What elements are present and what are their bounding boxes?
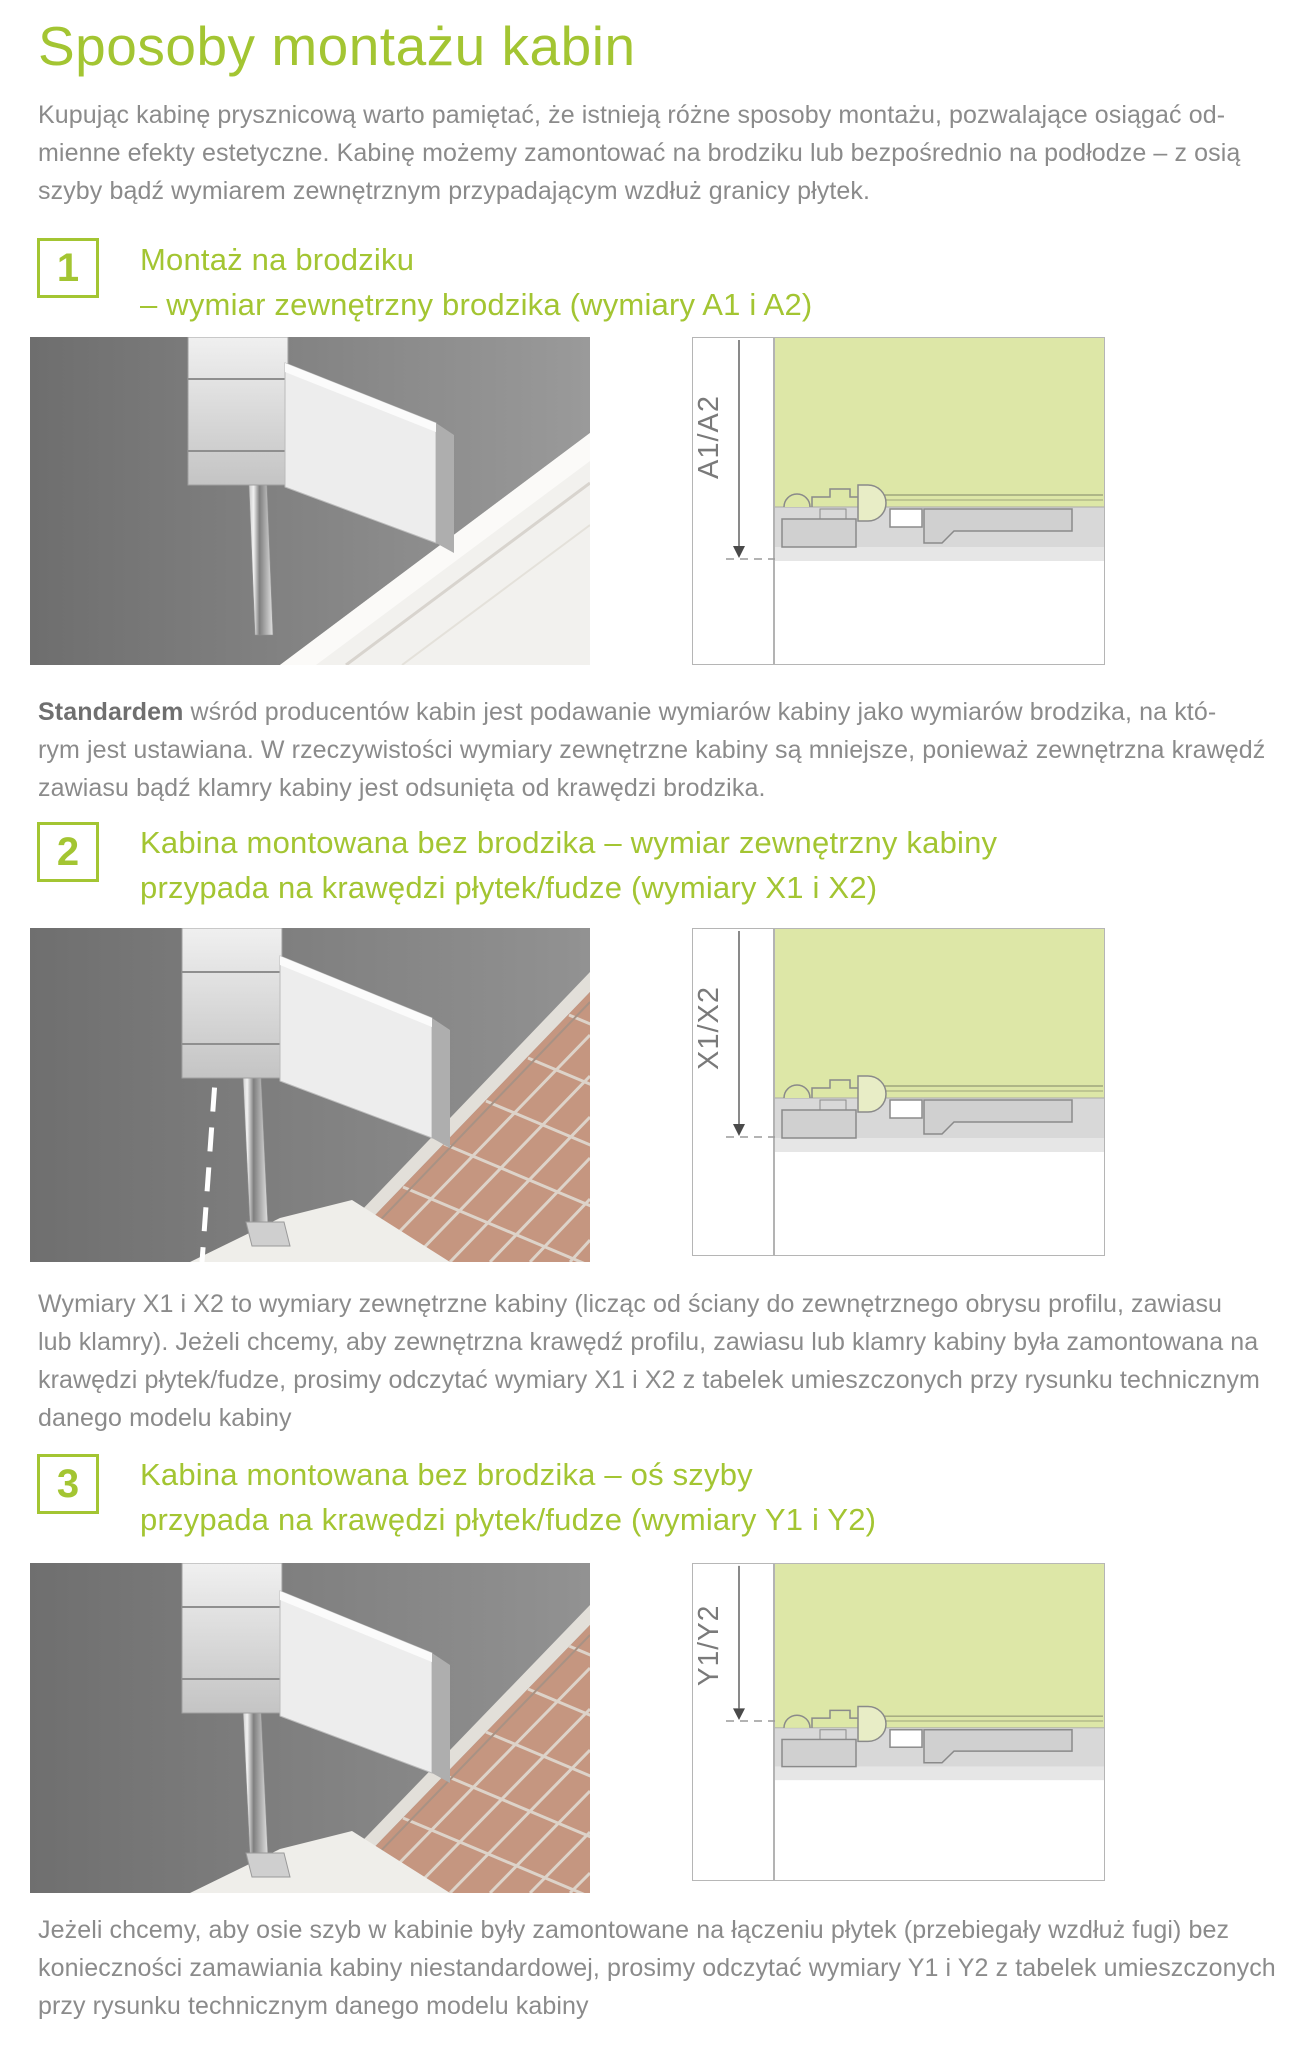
bottom-shoe bbox=[246, 1853, 290, 1877]
bracket-side-edge bbox=[436, 423, 454, 553]
diagram-x1-x2-image bbox=[692, 928, 1105, 1256]
section-2-heading-line: Kabina montowana bez brodzika – wymiar zewnętrzny kabiny bbox=[140, 825, 998, 860]
section-3-heading-line: przypada na krawędzi płytek/fudze (wymiary Y1 i Y2) bbox=[140, 1502, 877, 1537]
floor-edge-block bbox=[782, 1739, 856, 1766]
tray-lower-band bbox=[775, 547, 1104, 561]
diagram-x1-x2 bbox=[692, 928, 1105, 1256]
paragraph-line: danego modelu kabiny bbox=[38, 1404, 292, 1432]
paragraph-line: rym jest ustawiana. W rzeczywistości wymiary zewnętrzne kabiny są mniejsze, ponieważ zewnętrzna krawędź bbox=[38, 736, 1266, 764]
standard-paragraph bbox=[38, 693, 1265, 807]
section-1-number-badge bbox=[37, 238, 99, 298]
section-2-number: 2 bbox=[56, 829, 80, 874]
paragraph-lead: Standardem bbox=[38, 698, 184, 726]
cabin-area-fill bbox=[775, 929, 1104, 1098]
hinge-plate bbox=[182, 1563, 282, 1713]
paragraph-line: konieczności zamawiania kabiny niestandardowej, prosimy odczytać wymiary Y1 i Y2 z tabelek umieszczonych bbox=[38, 1954, 1276, 1982]
drain-channel bbox=[890, 1100, 922, 1118]
diagram-y1-y2-image bbox=[692, 1563, 1105, 1881]
paragraph-line: Wymiary X1 i X2 to wymiary zewnętrzne kabiny (licząc od ściany do zewnętrznego obrysu profilu, zawiasu bbox=[38, 1290, 1223, 1318]
paragraph-line: lub klamry). Jeżeli chcemy, aby zewnętrzna krawędź profilu, zawiasu lub klamry kabiny była zamontowana na bbox=[38, 1328, 1259, 1356]
photo-hinge-on-shower-tray bbox=[30, 337, 590, 665]
drain-channel bbox=[890, 1730, 922, 1747]
photo-hinge-tiles-dashed-image bbox=[30, 928, 590, 1262]
photo-hinge-tiles-image bbox=[30, 1563, 590, 1893]
hinge-plate bbox=[188, 337, 288, 485]
diagram-y1-y2 bbox=[692, 1563, 1105, 1881]
section-2-heading-line: przypada na krawędzi płytek/fudze (wymiary X1 i X2) bbox=[140, 870, 878, 905]
dimension-label: X1/X2 bbox=[693, 986, 725, 1070]
section-1-number: 1 bbox=[56, 245, 80, 290]
bracket-side-edge bbox=[432, 1018, 450, 1148]
floor-edge-block bbox=[782, 1110, 856, 1138]
profile-section bbox=[858, 485, 886, 521]
diagram-a1-a2 bbox=[692, 337, 1105, 665]
photo-hinge-on-shower-tray-image bbox=[30, 337, 590, 665]
diagram-a1-a2-image bbox=[692, 337, 1105, 665]
intro-line: Kupując kabinę prysznicową warto pamiętać, że istnieją różne sposoby montażu, pozwalające osiągać od- bbox=[38, 101, 1226, 129]
intro-paragraph bbox=[38, 96, 1240, 210]
cabin-area-fill bbox=[775, 1564, 1104, 1728]
section-3-heading-line: Kabina montowana bez brodzika – oś szyby bbox=[140, 1457, 753, 1492]
dimension-label: A1/A2 bbox=[693, 395, 725, 479]
photo-hinge-tiles bbox=[30, 1563, 590, 1893]
subfloor-band bbox=[775, 1138, 1104, 1152]
section-2-heading bbox=[140, 820, 997, 910]
paragraph-line: krawędzi płytek/fudze, prosimy odczytać wymiary X1 i X2 z tabelek umieszczonych przy rysunku technicznym bbox=[38, 1366, 1260, 1394]
dimension-label: Y1/Y2 bbox=[692, 1604, 726, 1687]
profile-section bbox=[858, 1706, 886, 1741]
subfloor-band bbox=[775, 1767, 1104, 1781]
bottom-shoe bbox=[246, 1222, 290, 1246]
section-3-heading bbox=[140, 1452, 876, 1542]
bracket-side-edge bbox=[432, 1653, 450, 1783]
section-1-heading-line: Montaż na brodziku bbox=[140, 242, 415, 277]
section-2-number-badge bbox=[37, 822, 99, 882]
paragraph-line: przy rysunku technicznym danego modelu kabiny bbox=[38, 1992, 589, 2020]
section-3-number-badge bbox=[37, 1454, 99, 1514]
paragraph-line: Jeżeli chcemy, aby osie szyb w kabinie były zamontowane na łączeniu płytek (przebiegały wzdłuż fugi) bez bbox=[38, 1916, 1230, 1944]
cabin-area-fill bbox=[775, 338, 1104, 507]
intro-line: mienne efekty estetyczne. Kabinę możemy zamontować na brodziku lub bezpośrednio na podłodze – z osią bbox=[38, 139, 1241, 167]
paragraph-line bbox=[38, 693, 1265, 731]
profile-section bbox=[858, 1076, 886, 1112]
section-1-heading bbox=[140, 237, 812, 327]
x-dimensions-paragraph bbox=[38, 1285, 1260, 1437]
y-dimensions-paragraph bbox=[38, 1911, 1276, 2025]
tray-edge-block bbox=[782, 519, 856, 547]
page-title: Sposoby montażu kabin bbox=[38, 15, 636, 77]
hinge-plate bbox=[182, 928, 282, 1078]
drain-channel bbox=[890, 509, 922, 527]
photo-hinge-tiles-dashed-line bbox=[30, 928, 590, 1262]
paragraph-line: zawiasu bądź klamry kabiny jest odsunięta od krawędzi brodzika. bbox=[38, 774, 766, 802]
intro-line: szyby bądź wymiarem zewnętrznym przypadającym wzdłuż granicy płytek. bbox=[38, 177, 871, 205]
section-1-heading-line: – wymiar zewnętrzny brodzika (wymiary A1 i A2) bbox=[140, 287, 813, 322]
section-3-number: 3 bbox=[56, 1461, 80, 1506]
paragraph-line-text: wśród producentów kabin jest podawanie wymiarów kabiny jako wymiarów brodzika, na któ- bbox=[183, 698, 1217, 726]
